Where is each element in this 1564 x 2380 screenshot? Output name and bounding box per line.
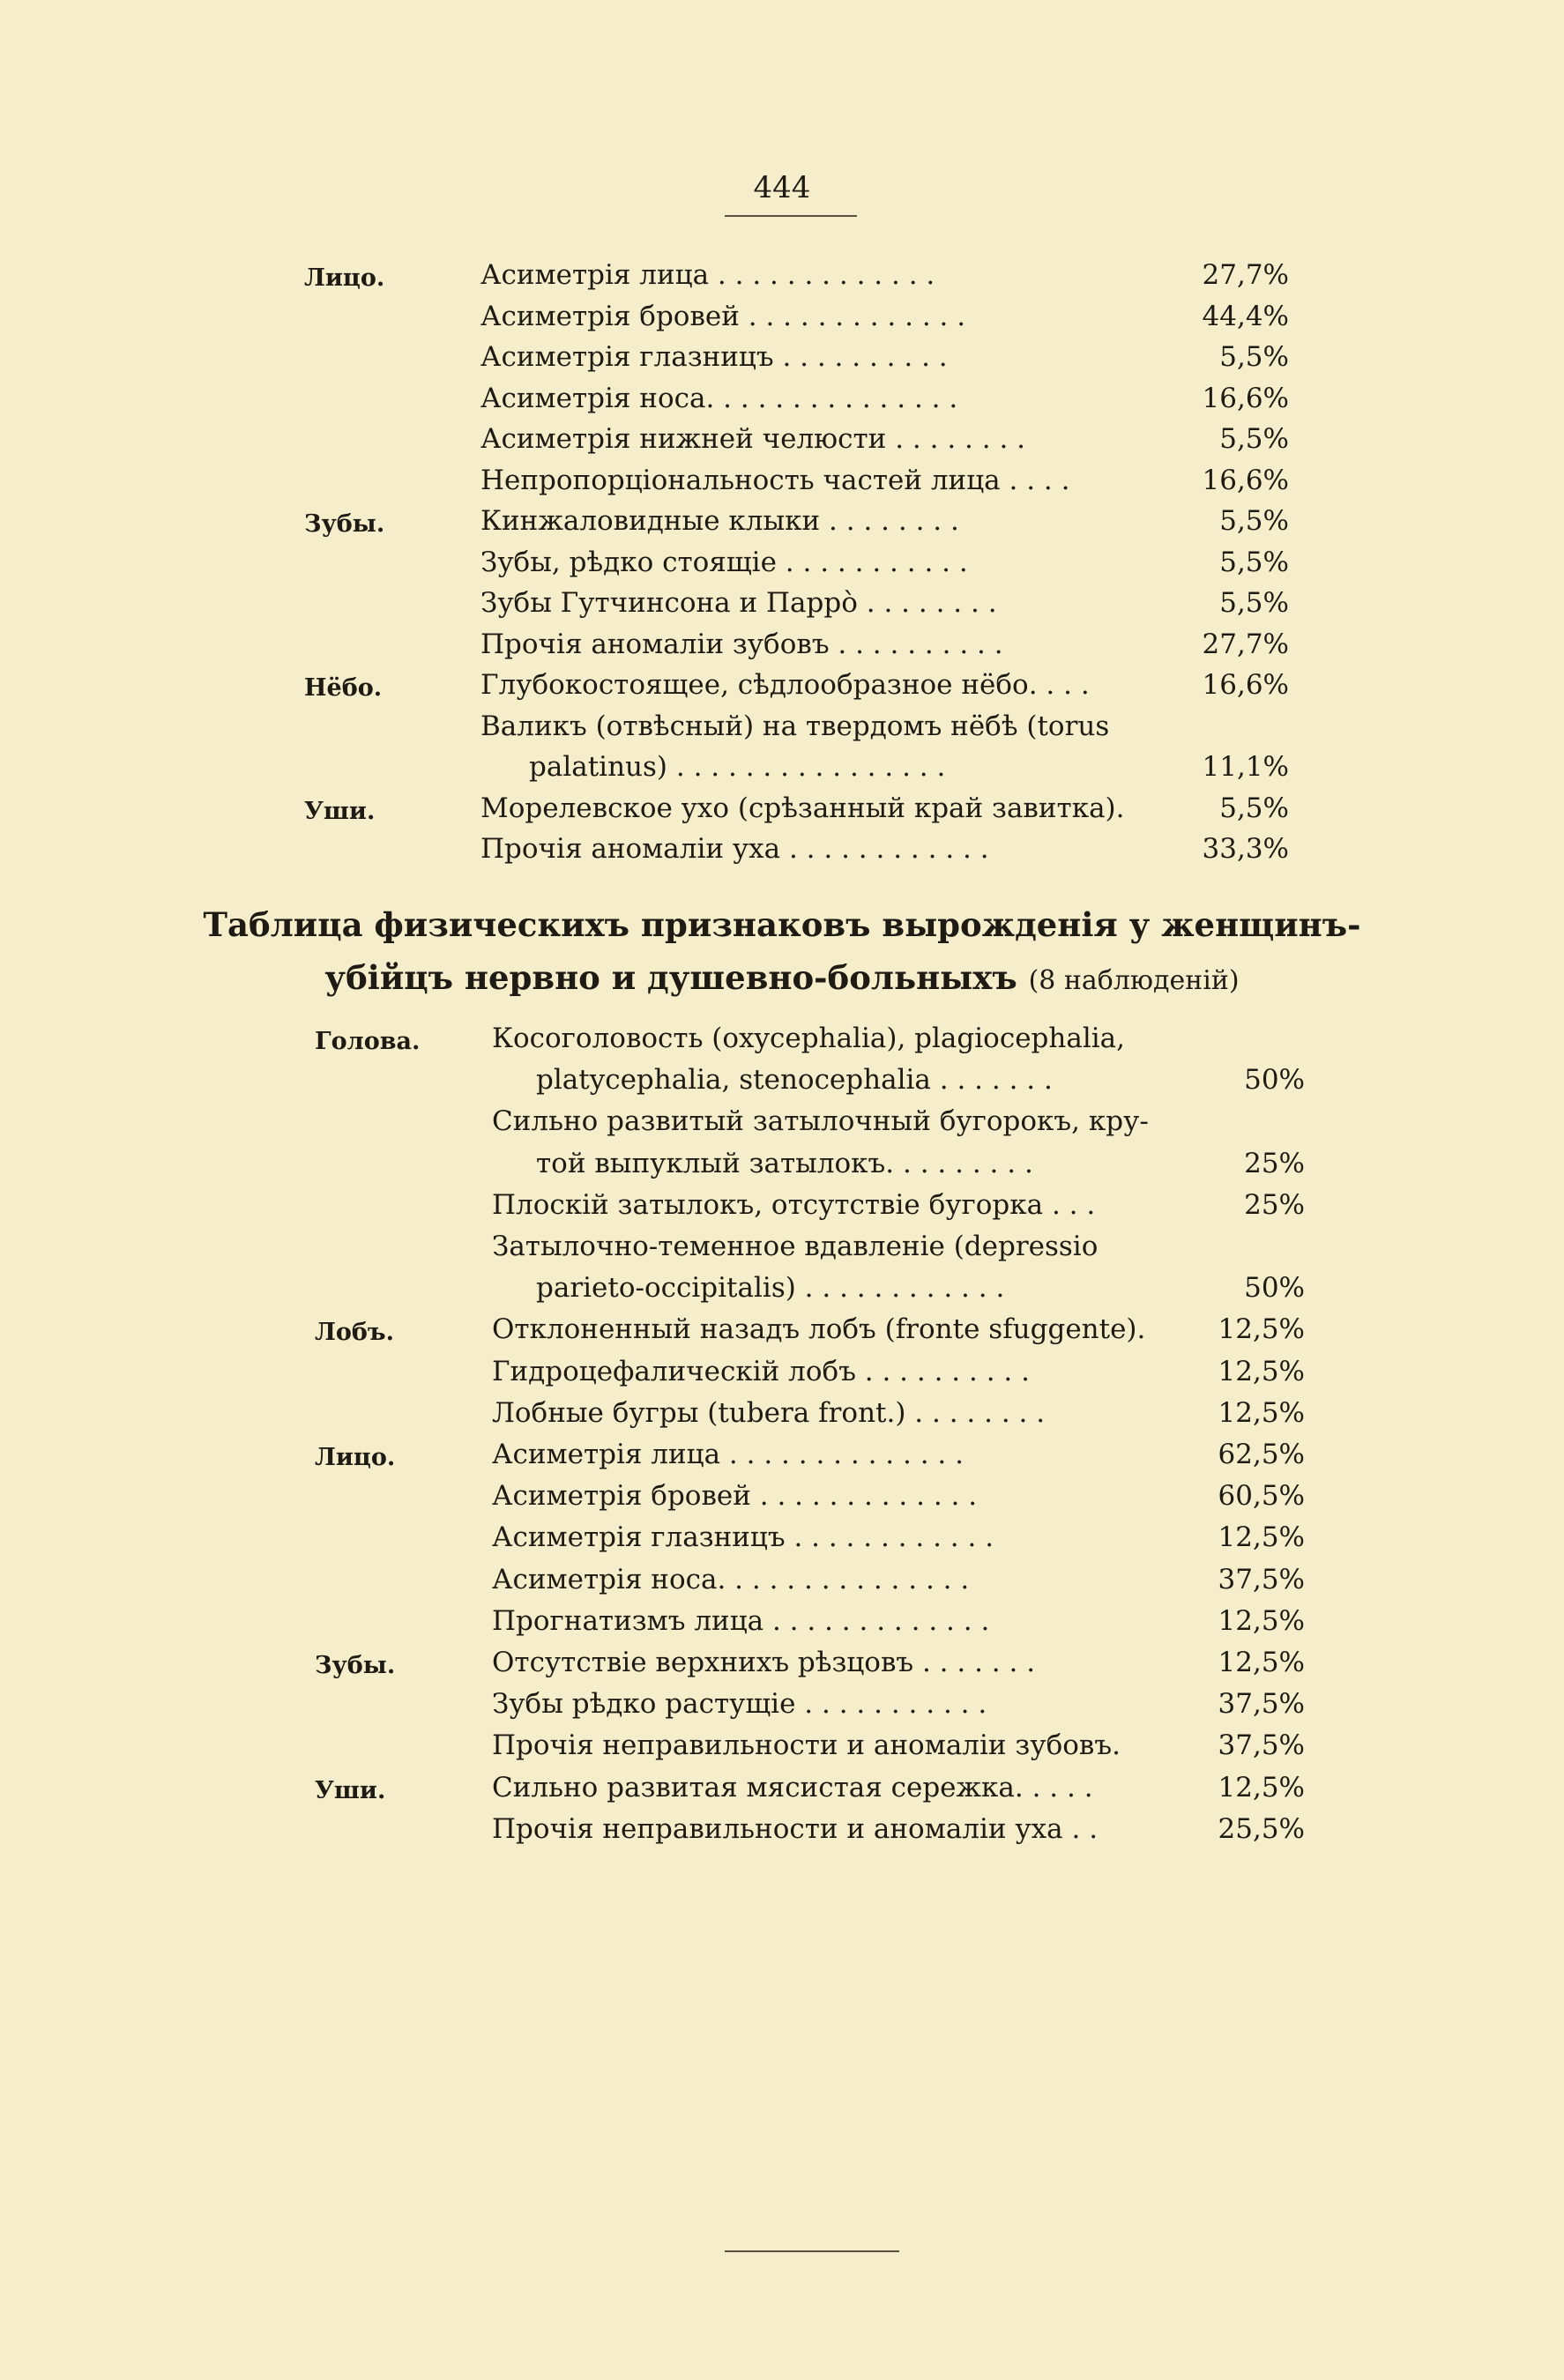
- row-description: Асиметрія лица . . . . . . . . . . . . . .: [492, 1439, 964, 1470]
- row-description: palatinus) . . . . . . . . . . . . . . . .: [529, 751, 946, 783]
- row-category: Зубы.: [304, 510, 385, 538]
- row-description: Асиметрія лица . . . . . . . . . . . . .: [480, 259, 935, 291]
- row-description: Прочія неправильности и аномаліи зубовъ.: [492, 1729, 1121, 1762]
- table-row: [0, 1645, 1564, 1689]
- row-value: 27,7%: [1202, 628, 1289, 660]
- row-description: Морелевское ухо (срѣзанный край завитка).: [480, 792, 1125, 824]
- row-description: Отсутствіе верхнихъ рѣзцовъ . . . . . . .: [492, 1647, 1036, 1678]
- row-description: той выпуклый затылокъ. . . . . . . . .: [536, 1147, 1033, 1179]
- row-description: Прочія аномаліи зубовъ . . . . . . . . . .: [480, 628, 1003, 660]
- row-value: 44,4%: [1202, 300, 1289, 332]
- table-row: [0, 339, 1564, 383]
- row-category: Уши.: [315, 1776, 386, 1804]
- row-description: Прогнатизмъ лица . . . . . . . . . . . . .: [492, 1604, 990, 1637]
- row-value: 12,5%: [1218, 1396, 1305, 1429]
- row-value: 5,5%: [1219, 587, 1289, 619]
- row-value: 25%: [1244, 1188, 1305, 1221]
- row-description: Глубокостоящее, сѣдлообразное нёбо. . . .: [480, 669, 1090, 701]
- table-row: [0, 503, 1564, 547]
- row-value: 25,5%: [1218, 1812, 1305, 1845]
- row-category: Голова.: [315, 1028, 421, 1055]
- row-value: 5,5%: [1219, 505, 1289, 537]
- row-value: 60,5%: [1218, 1480, 1305, 1513]
- row-value: 50%: [1244, 1272, 1305, 1305]
- row-value: 16,6%: [1202, 669, 1289, 701]
- table-row: [0, 667, 1564, 711]
- row-description: Лобные бугры (tubera front.) . . . . . . . .: [492, 1396, 1046, 1429]
- row-description: Прочія аномаліи уха . . . . . . . . . . . .: [480, 833, 989, 865]
- table-row: [0, 545, 1564, 589]
- row-description: Кинжаловидные клыки . . . . . . . .: [480, 505, 959, 537]
- table-row: [0, 1603, 1564, 1647]
- row-value: 16,6%: [1202, 464, 1289, 496]
- row-description: Асиметрія глазницъ . . . . . . . . . .: [480, 341, 948, 373]
- table-row: [0, 1270, 1564, 1314]
- table-row: [0, 1728, 1564, 1772]
- table-row: [0, 709, 1564, 753]
- table-row: [0, 627, 1564, 671]
- row-value: 12,5%: [1218, 1647, 1305, 1678]
- row-value: 37,5%: [1218, 1688, 1305, 1721]
- row-value: 12,5%: [1218, 1521, 1305, 1554]
- table-row: [0, 1146, 1564, 1190]
- table-row: [0, 749, 1564, 793]
- row-category: Лицо.: [315, 1444, 396, 1471]
- row-description: Сильно развитая мясистая сережка. . . . .: [492, 1771, 1093, 1804]
- row-category: Уши.: [304, 797, 376, 825]
- table-row: [0, 1770, 1564, 1814]
- table-row: [0, 257, 1564, 301]
- table-row: [0, 1686, 1564, 1730]
- row-value: 5,5%: [1219, 423, 1289, 455]
- table-title-line-2: [0, 958, 1564, 997]
- row-description: Прочія неправильности и аномаліи уха . .: [492, 1812, 1099, 1845]
- row-value: 33,3%: [1202, 833, 1289, 865]
- table-row: [0, 1229, 1564, 1273]
- table-title-line-1: Таблица физическихъ признаковъ вырожденія у женщинъ-: [203, 905, 1361, 944]
- table-title-main: убійцъ нервно и душевно-больныхъ: [324, 958, 1017, 997]
- row-value: 5,5%: [1219, 341, 1289, 373]
- row-description: Зубы рѣдко растущіе . . . . . . . . . . .: [492, 1688, 987, 1721]
- row-category: Зубы.: [315, 1652, 396, 1679]
- row-value: 12,5%: [1218, 1313, 1305, 1346]
- row-value: 25%: [1244, 1147, 1305, 1179]
- row-description: Зубы Гутчинсона и Паррò . . . . . . . .: [480, 587, 997, 619]
- row-description: Непропорціональность частей лица . . . .: [480, 464, 1070, 496]
- row-description: Затылочно-теменное вдавленіе (depressio: [492, 1231, 1099, 1262]
- row-category: Нёбо.: [304, 674, 383, 702]
- row-category: Лицо.: [304, 264, 385, 292]
- row-value: 12,5%: [1218, 1355, 1305, 1387]
- table-row: [0, 1520, 1564, 1564]
- row-value: 27,7%: [1202, 259, 1289, 291]
- table-row: [0, 1811, 1564, 1856]
- table-row: [0, 1562, 1564, 1606]
- row-description: Плоскій затылокъ, отсутствіе бугорка . . .: [492, 1188, 1096, 1221]
- table-row: [0, 1187, 1564, 1231]
- table-row: [0, 1437, 1564, 1481]
- row-description: Гидроцефалическій лобъ . . . . . . . . . .: [492, 1355, 1030, 1387]
- row-description: Отклоненный назадъ лобъ (fronte sfuggente).: [492, 1313, 1146, 1346]
- table-row: [0, 1104, 1564, 1148]
- row-value: 12,5%: [1218, 1604, 1305, 1637]
- table-row: [0, 381, 1564, 425]
- row-value: 37,5%: [1218, 1729, 1305, 1762]
- row-description: Асиметрія нижней челюсти . . . . . . . .: [480, 423, 1026, 455]
- row-description: Сильно развитый затылочный бугорокъ, кру-: [492, 1105, 1149, 1138]
- row-description: Асиметрія носа. . . . . . . . . . . . . . .: [492, 1563, 970, 1595]
- table-title-note: (8 наблюденій): [1028, 965, 1240, 996]
- row-description: Асиметрія глазницъ . . . . . . . . . . . .: [492, 1521, 994, 1554]
- row-value: 37,5%: [1218, 1563, 1305, 1595]
- row-description: Асиметрія бровей . . . . . . . . . . . . .: [492, 1480, 978, 1513]
- table-row: [0, 1354, 1564, 1398]
- row-description: parieto-occipitalis) . . . . . . . . . . . .: [536, 1272, 1005, 1305]
- page-number: 444: [753, 170, 811, 205]
- table-row: [0, 1478, 1564, 1522]
- table-row: [0, 1395, 1564, 1439]
- row-description: platycephalia, stenocephalia . . . . . . .: [536, 1064, 1053, 1097]
- row-value: 11,1%: [1202, 751, 1289, 783]
- row-value: 5,5%: [1219, 546, 1289, 578]
- table-row: [0, 299, 1564, 343]
- row-description: Косоголовость (oxycephalia), plagiocephalia,: [492, 1023, 1125, 1054]
- row-description: Валикъ (отвѣсный) на твердомъ нёбѣ (torus: [480, 710, 1110, 742]
- table-row: [0, 585, 1564, 629]
- table-row: [0, 831, 1564, 875]
- table-row: [0, 421, 1564, 465]
- row-value: 12,5%: [1218, 1771, 1305, 1804]
- row-category: Лобъ.: [315, 1319, 395, 1347]
- row-value: 16,6%: [1202, 382, 1289, 414]
- row-description: Зубы, рѣдко стоящіе . . . . . . . . . . .: [480, 546, 968, 578]
- row-value: 5,5%: [1219, 792, 1289, 824]
- table-row: [0, 791, 1564, 835]
- row-value: 62,5%: [1218, 1439, 1305, 1470]
- table-row: [0, 463, 1564, 507]
- table-row: [0, 1062, 1564, 1106]
- table-row: [0, 1312, 1564, 1356]
- row-description: Асиметрія бровей . . . . . . . . . . . . .: [480, 300, 966, 332]
- row-description: Асиметрія носа. . . . . . . . . . . . . . .: [480, 382, 958, 414]
- row-value: 50%: [1244, 1064, 1305, 1097]
- table-row: [0, 1021, 1564, 1065]
- footer-rule: [725, 2250, 899, 2252]
